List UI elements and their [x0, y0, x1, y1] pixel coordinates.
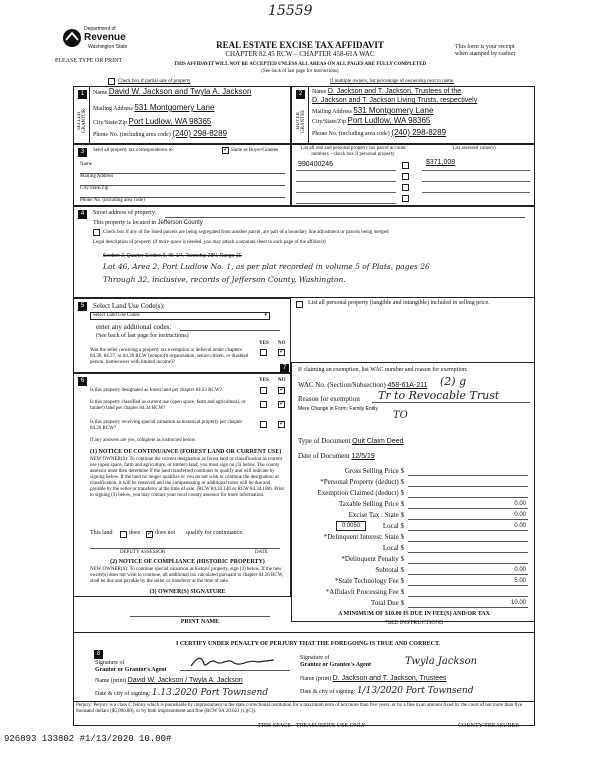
form-warning: THIS AFFIDAVIT WILL NOT BE ACCEPTED UNLESS ALL AREAS ON ALL PAGES ARE FULLY COMPLETED [173, 62, 427, 67]
additional-codes-label: enter any additional codes: [96, 323, 172, 331]
prior-exemption-no[interactable] [278, 349, 285, 356]
land-use-see-back: (See back of last page for instructions) [96, 333, 189, 339]
doc-date-label: Date of Document [298, 452, 350, 460]
parcel-number[interactable]: 990400246 [298, 161, 334, 168]
cashier-stamp: 926893 133802 #1/13/2020 10.00# [4, 734, 172, 744]
logo-line1: Department of [84, 26, 116, 32]
tax-row [298, 478, 530, 488]
personal-property-checkbox-3[interactable] [402, 184, 409, 191]
partial-sale-label: Check box if partial sale of property [118, 79, 191, 84]
tax-row [298, 511, 530, 521]
tax-row-value[interactable]: 0.00 [514, 512, 526, 518]
grantor-date[interactable]: 1.13.2020 Port Townsend [151, 688, 269, 698]
buyer-name-label: Name [312, 89, 327, 95]
chevron-down-icon: ▾ [264, 313, 267, 318]
grantee-name[interactable]: D. Jackson and T. Jackson, Trustees [332, 675, 447, 682]
grantee-sig-label1: Signature of [300, 655, 330, 661]
tax-row [298, 588, 530, 598]
historic-question: Is this property receiving special valuation as historical property per chapter 84.26 RCW? [90, 420, 243, 431]
certify-text: I CERTIFY UNDER PENALTY OF PERJURY THAT THE FOREGOING IS TRUE AND CORRECT. [176, 641, 441, 647]
personal-property-checkbox-4[interactable] [402, 195, 409, 202]
grantee-name-label: Name (print) [300, 676, 332, 682]
form-title: REAL ESTATE EXCISE TAX AFFIDAVIT [216, 40, 384, 50]
handwritten-form-number: 15559 [268, 3, 313, 19]
exemption-intro: If claiming an exemption, list WAC number and reason for exemption: [298, 367, 468, 373]
section-7-badge: 7 [280, 364, 289, 373]
buyer-name-line2[interactable]: D. Jackson and T. Jackson Living Trusts, respectively [312, 97, 478, 104]
corr-name-label: Name [80, 162, 285, 174]
tax-row-value[interactable]: 5.00 [514, 578, 526, 584]
parcel-header: List all real and personal property tax parcel account numbers – check box if personal property [300, 146, 406, 157]
wac-handwritten: (2) g [440, 375, 467, 388]
see-back-note: (See back of last page for instructions) [261, 69, 339, 74]
seller-phone-label: Phone No. (including area code) [93, 132, 171, 138]
local-rate-box[interactable]: 0.0050 [336, 521, 366, 531]
notice-compliance-body: NEW OWNER(S): To continue special valuation as historic property, sign (3) below. If the new owner(s) does not wish to continue, all additional tax calculated pursuant to chapter 84.26 RCW, shall be due and payable by the seller or transferor at the time of sale. [90, 567, 284, 584]
deputy-assessor-label: DEPUTY ASSESSOR [120, 550, 166, 555]
tax-row-label: *State Technology Fee $ [334, 577, 404, 585]
county-treasurer-label: COUNTY TREASURER [458, 723, 520, 729]
doc-type[interactable]: Quit Claim Deed [352, 438, 404, 445]
if-yes-note: If any answers are yes, complete as instructed below. [90, 438, 197, 443]
county-label: This property is located in [93, 220, 156, 226]
land-does-not-checkbox[interactable] [146, 531, 153, 538]
tax-row [298, 599, 530, 609]
reason-handwritten-to: TO [393, 410, 408, 421]
owner-signature-label: (3) OWNER(S) SIGNATURE [149, 589, 226, 595]
tax-row-label: Local $ [382, 544, 404, 552]
section-3-badge: 3 [78, 148, 87, 157]
dor-logo [60, 24, 140, 54]
tax-row [298, 577, 530, 587]
land-use-label: Select Land Use Code(s): [93, 302, 165, 310]
segregated-label: Check box if any of the listed parcels are being segregated from another parcel, are part of a boundary line adjustment or parcels being merged [103, 230, 389, 235]
multiple-owners-note: If multiple owners, list percentage of ownership next to name. [330, 79, 455, 84]
legal-description-line1[interactable]: Lot 46, Area 2, Port Ludlow No. 1, as per plat recorded in volume 5 of Plats, pages 26 [103, 262, 430, 271]
tax-row [298, 544, 530, 554]
tax-row-label: Gross Selling Price $ [344, 467, 404, 475]
seller-name[interactable]: David W. Jackson and Twyla A. Jackson [108, 87, 252, 96]
tax-row [298, 500, 530, 510]
tax-row-label: Excise Tax : State $ [348, 511, 404, 519]
tax-row-value[interactable]: 10.00 [510, 600, 526, 606]
section-8-badge: 8 [94, 650, 103, 659]
notice-compliance-title: (2) NOTICE OF COMPLIANCE (HISTORIC PROPERTY) [110, 559, 265, 565]
historic-yes[interactable] [260, 421, 267, 428]
deputy-date-label: DATE [255, 550, 268, 555]
wac-label: WAC No. (Section/Subsection) [298, 381, 386, 389]
seller-phone[interactable]: (240) 298-8289 [172, 129, 228, 138]
personal-property-checkbox-1[interactable] [402, 162, 409, 169]
grantee-date-label: Date & city of signing: [300, 689, 356, 695]
perjury-warning: Perjury: Perjury is a class C felony which is punishable by imprisonment in the state correctional institution for a maximum term of not more than five years, or by a fine in an amount fixed by the court of not more than five thousand dollars ($5,000.00), or by both imprisonment and fine (RCW 9A.20.021 (1)(C)). [76, 703, 523, 714]
personal-property-label: List all personal property (tangible and intangible) included in selling price. [308, 300, 490, 306]
assessed-header: List assessed value(s) [452, 146, 496, 151]
grantee-signature[interactable]: Twyla Jackson [405, 656, 478, 667]
seller-address-label: Mailing Address [93, 106, 133, 112]
seller-city-label: City/State/Zip [93, 120, 127, 126]
seller-side-label: SELLER GRANTOR [77, 108, 87, 134]
exemption-no-header: NO [278, 341, 286, 346]
grantor-name-label: Name (print) [95, 678, 127, 684]
assessed-value[interactable]: $371,008 [426, 159, 456, 166]
print-note: PLEASE TYPE OR PRINT [55, 58, 123, 64]
notice-continuance-title: (1) NOTICE OF CONTINUANCE (FOREST LAND OR CURRENT USE) [90, 449, 282, 455]
prior-exemption-yes[interactable] [260, 349, 267, 356]
street-address-label: Street address of property: [93, 210, 157, 216]
tax-row [298, 533, 530, 543]
tax-row-label: *Personal Property (deduct) $ [320, 478, 404, 486]
designation-no-header: NO [278, 378, 286, 383]
segregated-checkbox[interactable] [93, 229, 100, 236]
reason-typed: Mere Change in Form; Family Entity [298, 406, 379, 412]
form-chapter: CHAPTER 82.45 RCW – CHAPTER 458-61A WAC [225, 50, 375, 58]
buyer-phone-label: Phone No. (including area code) [312, 131, 390, 137]
corr-city-label: City/State/Zip [80, 186, 285, 198]
grantee-sig-label2: Grantee or Grantee's Agent [300, 662, 372, 668]
buyer-address-label: Mailing Address [312, 109, 352, 115]
forest-land-no[interactable] [278, 387, 285, 394]
logo-line2: Revenue [84, 32, 126, 43]
tax-row-label: *Delinquent Interest: State $ [323, 533, 404, 541]
grantor-sig-label1: Signature of [95, 660, 125, 666]
designation-yes-header: YES [259, 378, 269, 383]
send-correspondence-label: Send all property tax correspondence to: [93, 148, 174, 153]
tax-row-label: Subtotal $ [375, 566, 404, 574]
personal-property-checkbox-2[interactable] [402, 173, 409, 180]
doc-date[interactable]: 12/5/19 [351, 453, 375, 460]
prior-exemption-question: Was the seller receiving a property tax exemption or deferral under chapters 84.36, 84.37, or 84.38 RCW (nonprofit organization, senior citizen, or disabled person, homeowner with limited income)? [90, 348, 249, 365]
tax-row-label: Taxable Selling Price $ [338, 500, 404, 508]
tax-row-label: *Delinquent Penalty $ [341, 555, 404, 563]
receipt-note: This form is your receipt [455, 44, 515, 50]
buyer-city-label: City/State/Zip [312, 119, 346, 125]
notice-continuance-body: NEW OWNER(S): To continue the current designation as forest land or classification as current use (open space, farm and agriculture, or timber) land, you must sign on (3) below. The county assessor must then determine if the land transferred continues to qualify and will indicate by signing below. If the land no longer qualifies or you do not wish to continue the designation or classification, it will be removed and the compensating or additional taxes will be due and payable by the seller or transferor at the time of sale. (RCW 84.33.140 or RCW 84.34.108). Prior to signing (3) below, you may contact your local county assessor for more information. [90, 457, 285, 498]
current-use-yes[interactable] [260, 401, 267, 408]
legal-description-label: Legal description of property (if more space is needed, you may attach a separate sheet to each page of the affidavit) [93, 240, 326, 245]
doc-type-label: Type of Document [298, 437, 351, 445]
exemption-yes-header: YES [259, 341, 269, 346]
section-2-badge: 2 [296, 90, 305, 99]
tax-row-value[interactable]: 0.00 [514, 501, 526, 507]
land-does-label: does [129, 530, 140, 536]
partial-sale-checkbox[interactable] [108, 78, 115, 85]
tax-row-value[interactable]: 0.00 [514, 523, 526, 529]
personal-property-checkbox[interactable] [296, 301, 303, 308]
same-as-buyer-checkbox[interactable] [222, 147, 229, 154]
logo-line3: Washington State [88, 44, 128, 50]
current-use-question: Is this property classified as current use (open space, farm and agricultural, or timber) land per chapter 84.34 RCW? [90, 400, 246, 411]
grantor-date-label: Date & city of signing: [95, 691, 151, 697]
buyer-name-line1[interactable]: D. Jackson and T. Jackson, Trustees of the [327, 88, 462, 95]
legal-description-line2[interactable]: Through 32, inclusive, records of Jefferson County, Washington. [103, 275, 346, 284]
buyer-side-label: BUYER GRANTEE [296, 109, 306, 133]
reason-handwritten[interactable]: Tr to Revocable Trust [378, 389, 500, 402]
land-does-checkbox[interactable] [120, 531, 127, 538]
seller-city[interactable]: Port Ludlow, WA 98365 [128, 117, 212, 126]
minimum-due: A MINIMUM OF $10.00 IS DUE IN FEE(S) AND/OR TAX [338, 611, 490, 617]
historic-no[interactable] [278, 421, 285, 428]
tax-row [298, 555, 530, 565]
qualify-label: qualify for continuance. [186, 530, 244, 536]
tax-row [298, 522, 530, 532]
tax-row-label: Total Due $ [371, 599, 404, 607]
seller-name-label: Name [93, 90, 108, 96]
county-value[interactable]: Jefferson County [157, 220, 203, 226]
tax-row [298, 489, 530, 499]
wac-number[interactable]: 458-61A-211 [387, 382, 428, 389]
section-4-badge: 4 [78, 210, 87, 219]
land-use-select[interactable] [90, 312, 270, 320]
tax-row-label: *Affidavit Processing Fee $ [325, 588, 404, 596]
dor-emblem-icon [62, 28, 82, 48]
this-land-label: This land [90, 530, 113, 536]
see-instructions: *SEE INSTRUCTIONS [384, 620, 444, 626]
forest-land-yes[interactable] [260, 387, 267, 394]
tax-row [298, 467, 530, 477]
cashier-note: when stamped by cashier [455, 51, 516, 57]
grantor-name[interactable]: David W. Jackson / Twyla A. Jackson [127, 677, 243, 684]
land-does-not-label: does not [155, 530, 176, 536]
buyer-address[interactable]: 531 Montgomery Lane [353, 106, 434, 115]
grantor-sig-label2: Grantor or Grantor's Agent [95, 667, 167, 673]
section-1-badge: 1 [78, 90, 87, 99]
grantor-signature[interactable] [188, 654, 278, 670]
section-5-badge: 5 [78, 302, 87, 311]
treasurer-use-label: THIS SPACE - TREASURER'S USE ONLY [258, 723, 366, 729]
print-name-label: PRINT NAME [180, 619, 220, 625]
tax-row-label: Local $ [382, 522, 404, 530]
buyer-phone[interactable]: (240) 298-8289 [391, 128, 447, 137]
buyer-city[interactable]: Port Ludlow, WA 98365 [347, 116, 431, 125]
forest-land-question: Is this property designated as forest land per chapter 84.33 RCW? [90, 388, 222, 393]
tax-row-value[interactable]: 0.00 [514, 567, 526, 573]
tax-row [298, 566, 530, 576]
tax-row-label: Exemption Claimed (deduct) $ [317, 489, 404, 497]
land-use-select-value: Select Land Use Codes [93, 313, 140, 318]
struck-legal-text: Section 2, Quarter Section 5, W. 1/4, Township 28N, Range 1E [103, 253, 242, 259]
grantee-date[interactable]: 1/13/2020 Port Townsend [356, 686, 474, 696]
corr-address-label: Mailing Address [80, 174, 285, 186]
same-as-buyer-label: Same as Buyer/Grantee [231, 148, 279, 153]
section-6-badge: 6 [78, 377, 87, 386]
reason-label: Reason for exemption [298, 395, 360, 403]
corr-phone-label: Phone No. (including area code) [80, 198, 145, 203]
seller-address[interactable]: 531 Montgomery Lane [134, 103, 215, 112]
current-use-no[interactable] [278, 401, 285, 408]
